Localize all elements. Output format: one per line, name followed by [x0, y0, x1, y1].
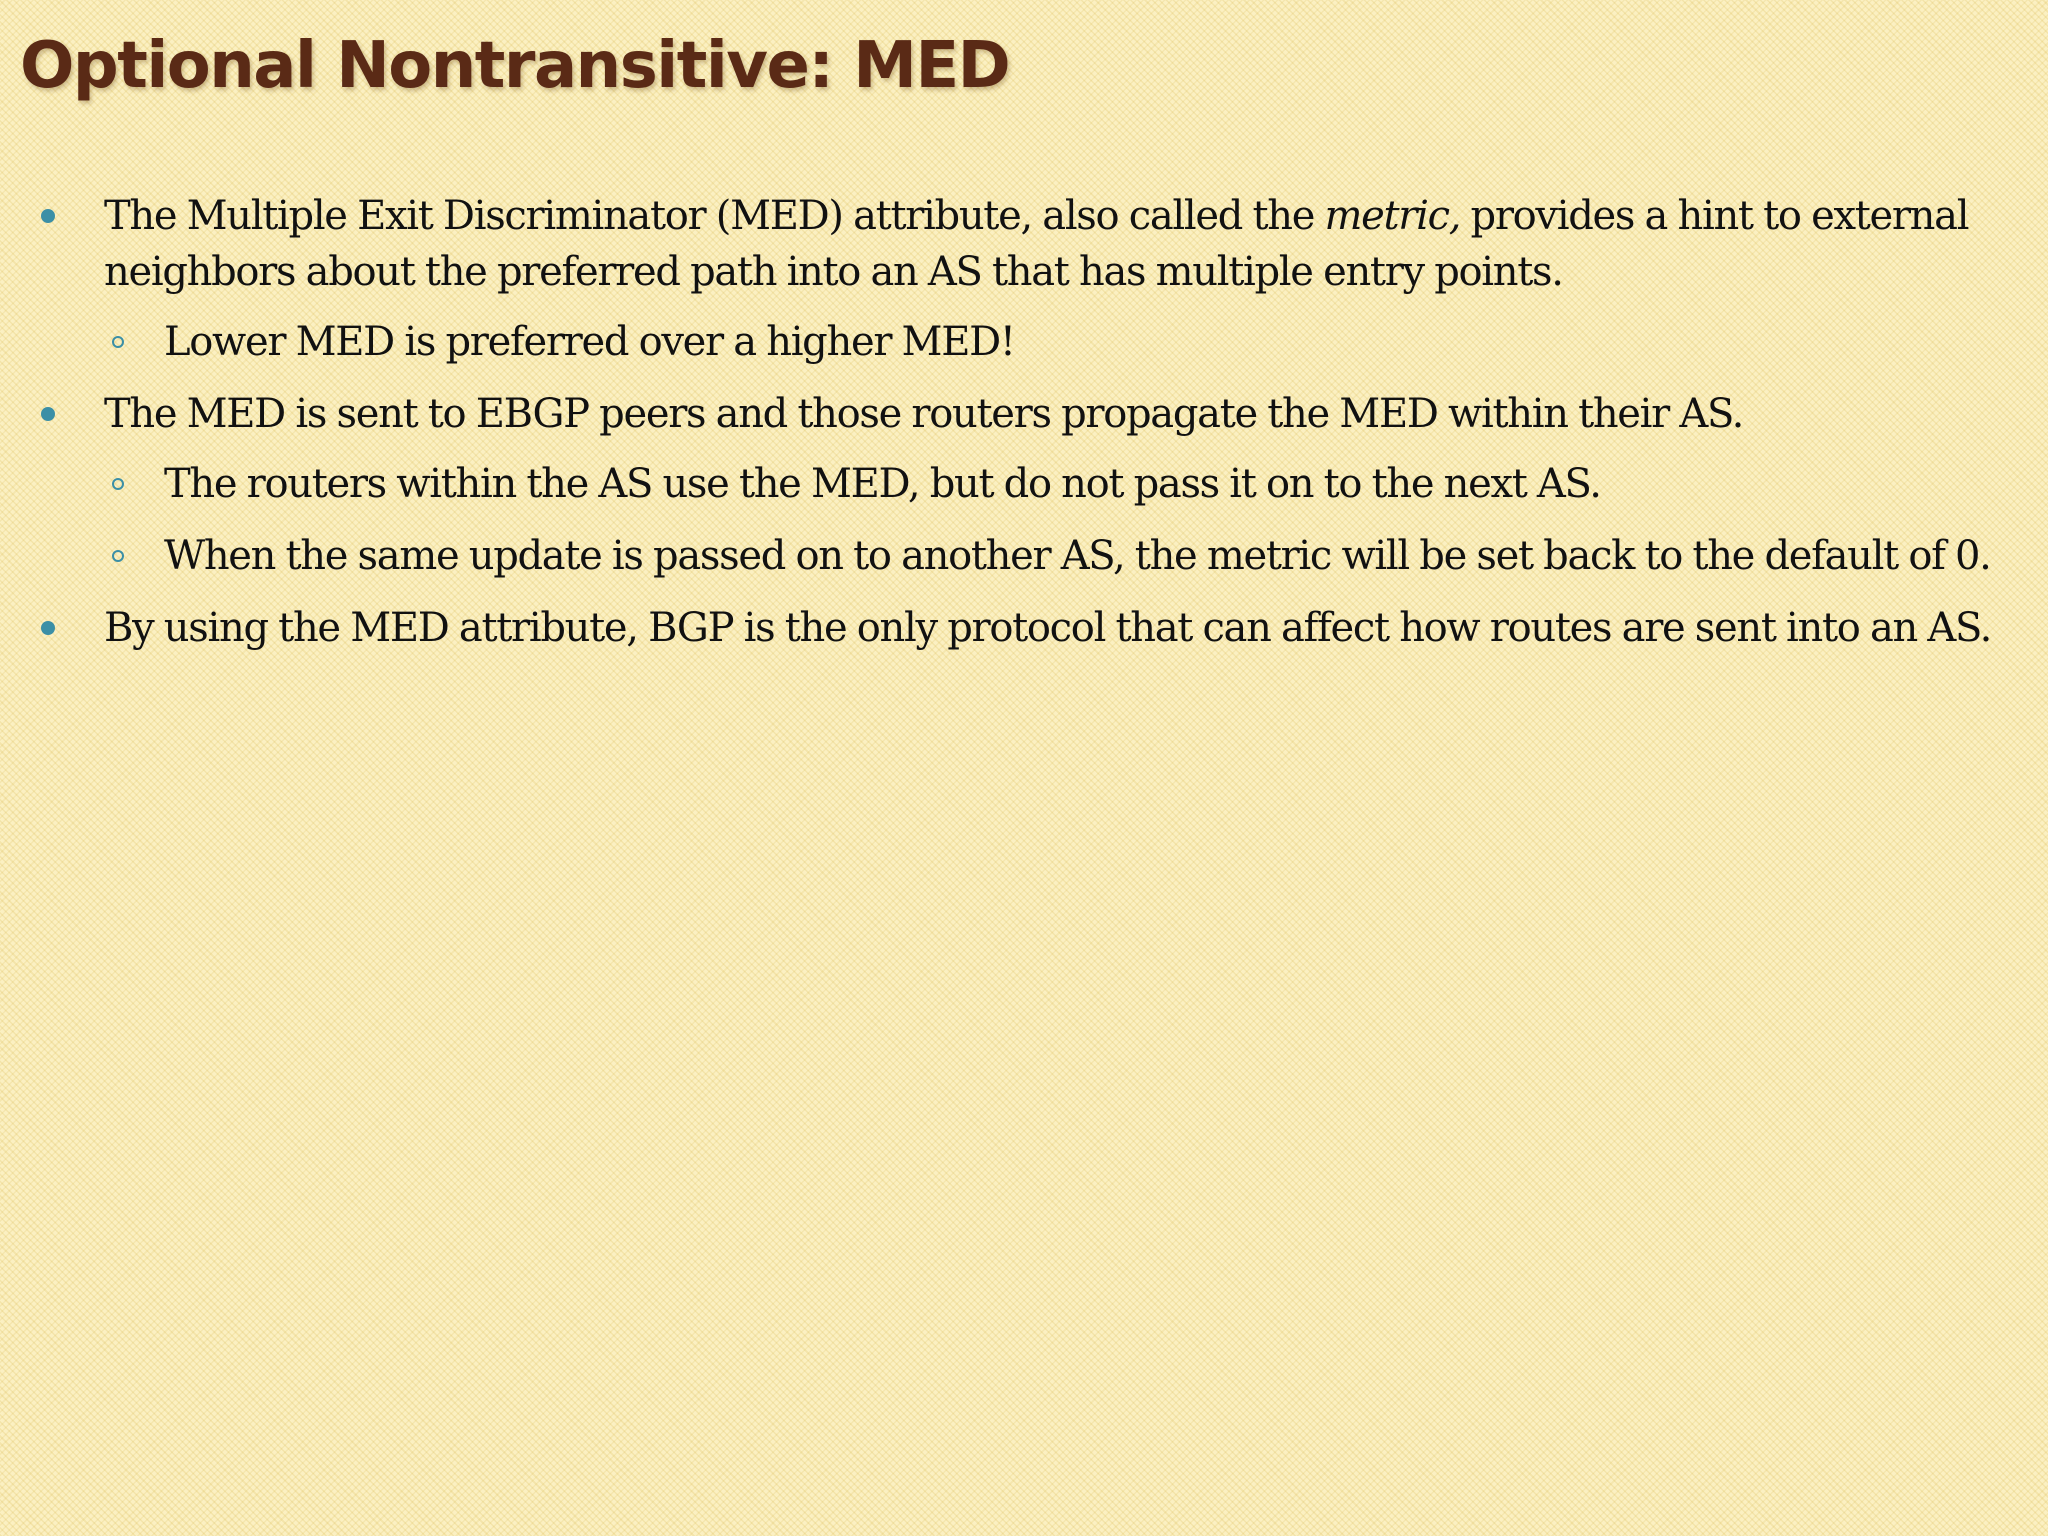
bullet-ring-icon	[112, 336, 124, 348]
bullet-text-line	[104, 188, 2048, 244]
slide-content	[0, 188, 2048, 670]
sub-bullet-item	[0, 456, 2048, 512]
bullet-item	[0, 600, 2048, 656]
sub-bullet-text: The routers within the AS use the MED, but do not pass it on to the next AS.	[164, 461, 1601, 507]
bullet-ring-icon	[112, 478, 124, 490]
emphasis-text: metric,	[1324, 193, 1461, 239]
slide-title: Optional Nontransitive: MED	[20, 29, 1010, 103]
bullet-text: neighbors about the preferred path into an AS that has multiple entry points.	[104, 249, 1563, 295]
sub-bullet-text: Lower MED is preferred over a higher MED!	[164, 319, 1015, 365]
bullet-ring-icon	[112, 550, 124, 562]
bullet-text: provides a hint to external	[1460, 193, 1969, 239]
sub-bullet-text: When the same update is passed on to another AS, the metric will be set back to the default of 0.	[164, 533, 1991, 579]
bullet-dot-icon	[41, 209, 55, 223]
bullet-item	[0, 188, 2048, 300]
bullet-text: The Multiple Exit Discriminator (MED) attribute, also called the	[104, 193, 1325, 239]
sub-bullet-item	[0, 528, 2048, 584]
bullet-dot-icon	[41, 407, 55, 421]
sub-bullet-item	[0, 314, 2048, 370]
bullet-item	[0, 386, 2048, 442]
bullet-text: By using the MED attribute, BGP is the only protocol that can affect how routes are sent into an AS.	[104, 605, 1992, 651]
bullet-text: The MED is sent to EBGP peers and those routers propagate the MED within their AS.	[104, 391, 1744, 437]
bullet-dot-icon	[41, 621, 55, 635]
